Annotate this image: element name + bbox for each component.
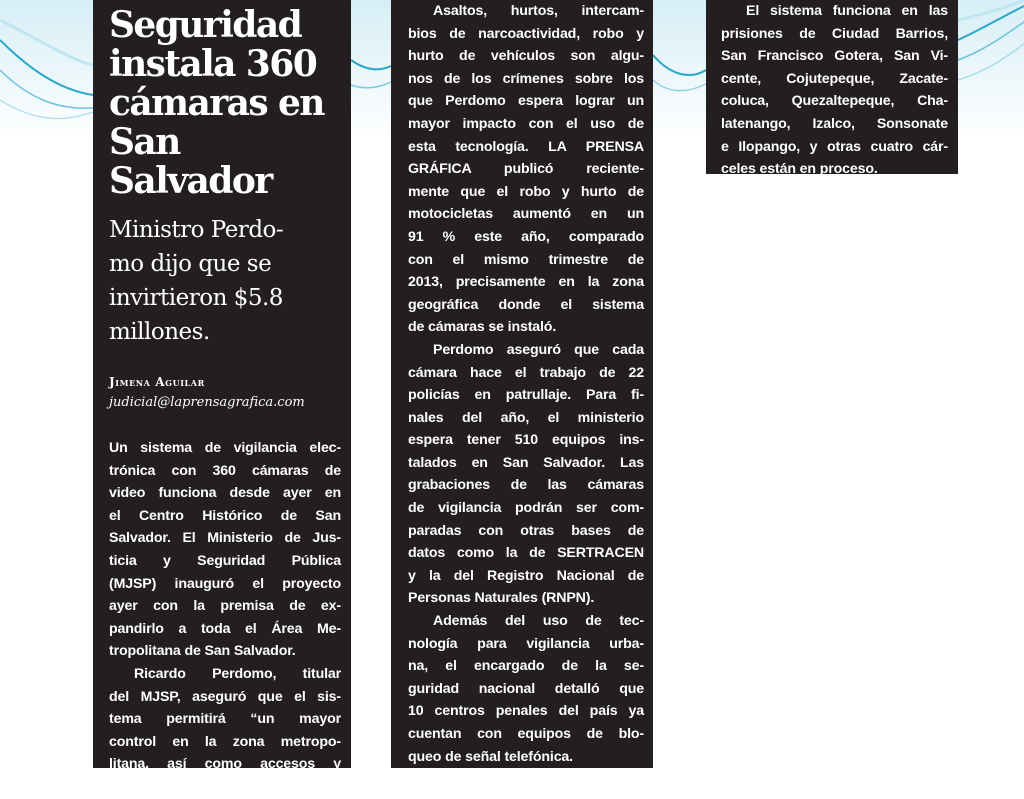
body-line: Además del uso de tec-	[433, 613, 644, 630]
body-line: datos como la de SERTRACEN	[408, 545, 644, 562]
body-line: Salvador. El Ministerio de Jus-	[109, 530, 341, 547]
body-line: cámara hace el trabajo de 22	[408, 364, 644, 381]
body-line: que Perdomo espera lograr un	[408, 93, 644, 110]
body-line: tropolitana de San Salvador.	[109, 643, 296, 660]
body-text-column-1	[109, 437, 341, 799]
body-line: queo de señal telefónica.	[408, 748, 573, 765]
body-line: Perdomo aseguró que cada	[433, 341, 644, 358]
body-line: Asaltos, hurtos, intercam-	[433, 3, 644, 19]
body-line: Personas Naturales (RNPN).	[408, 590, 595, 607]
article-column-1	[93, 0, 351, 795]
byline-email: judicial@laprensagrafica.com	[109, 395, 305, 410]
body-line: guridad nacional detalló que	[408, 680, 644, 697]
body-line: de vigilancia podrán ser com-	[408, 500, 644, 517]
body-line: nales del año, el ministerio	[408, 409, 644, 426]
byline-author: Jimena Aguilar	[109, 375, 205, 389]
body-line: na, el encargado de la se-	[408, 658, 644, 675]
subhead-line: millones.	[109, 319, 210, 345]
body-line: espera tener 510 equipos ins-	[408, 432, 644, 449]
body-line: control en la zona metropo-	[109, 733, 341, 750]
body-line: del MJSP, aseguró que el sis-	[109, 688, 341, 705]
body-line: policías en patrullaje. Para fi-	[408, 387, 644, 404]
body-line: y la del Registro Nacional de	[408, 567, 644, 584]
body-line: mayor impacto con el uso de	[408, 115, 644, 132]
article-column-2	[391, 0, 653, 768]
body-line: 10 centros penales del país ya	[408, 703, 644, 720]
body-line: coluca, Quezaltepeque, Cha-	[721, 93, 948, 110]
body-line: (MJSP) inauguró el proyecto	[109, 575, 341, 592]
body-line: talados en San Salvador. Las	[408, 454, 644, 471]
body-line: e Ilopango, y otras cuatro cár-	[721, 138, 948, 155]
subhead-line: mo dijo que se	[109, 251, 272, 277]
body-line: video funciona desde ayer en	[109, 485, 341, 502]
body-line: geográfica donde el sistema	[408, 296, 644, 313]
body-line: El sistema funciona en las	[746, 3, 948, 19]
body-line: bios de narcoactividad, robo y	[408, 25, 644, 42]
body-line: Un sistema de vigilancia elec-	[109, 440, 341, 456]
body-text-column-2	[408, 0, 644, 768]
body-line: esta tecnología. LA PRENSA	[408, 138, 644, 155]
body-line: pandirlo a toda el Área Me-	[109, 620, 341, 637]
body-line: nología para vigilancia urba-	[408, 635, 644, 652]
article-headline	[109, 6, 341, 201]
body-line: hurto de vehículos son algu-	[408, 48, 644, 65]
body-line: San Francisco Gotera, San Vi-	[721, 48, 948, 65]
body-line: paradas con otras bases de	[408, 522, 644, 539]
body-line: latenango, Izalco, Sonsonate	[721, 115, 948, 132]
body-line: GRÁFICA publicó reciente-	[408, 161, 644, 178]
body-line: con el mismo trimestre de	[408, 251, 644, 268]
body-line: tema permitirá “un mayor	[109, 711, 341, 728]
body-line: salidas de la capital”.	[109, 778, 250, 795]
body-line: cente, Cojutepeque, Zacate-	[721, 70, 948, 87]
body-line: mente que el robo y hurto de	[408, 183, 644, 200]
body-line: ayer con la premisa de ex-	[109, 598, 341, 615]
headline-line: Seguridad	[109, 4, 302, 46]
body-line: de cámaras se instaló.	[408, 319, 557, 336]
body-line: trónica con 360 cámaras de	[109, 462, 341, 479]
body-line: nos de los crímenes sobre los	[408, 70, 644, 87]
headline-line: instala 360	[109, 43, 317, 85]
body-line: 91 % este año, comparado	[408, 228, 644, 245]
body-line: ticia y Seguridad Pública	[109, 552, 341, 569]
subhead-line: Ministro Perdo-	[109, 217, 284, 243]
subhead-line: invirtieron $5.8	[109, 285, 283, 311]
body-line: motocicletas aumentó en un	[408, 206, 644, 223]
body-line: celes están en proceso.	[721, 161, 878, 178]
article-subhead	[109, 213, 341, 349]
body-line: cuentan con equipos de blo-	[408, 726, 644, 742]
body-line: prisiones de Ciudad Barrios,	[721, 25, 948, 42]
body-line: Ricardo Perdomo, titular	[134, 665, 341, 682]
headline-line: San Salvador	[109, 121, 272, 202]
body-line: grabaciones de las cámaras	[408, 477, 644, 494]
article-column-3	[706, 0, 958, 178]
body-line: el Centro Histórico de San	[109, 507, 341, 524]
body-line: litana, así como accesos y	[109, 756, 341, 773]
headline-line: cámaras en	[109, 82, 324, 124]
body-text-column-3	[721, 0, 948, 181]
body-line: 2013, precisamente en la zona	[408, 274, 644, 291]
